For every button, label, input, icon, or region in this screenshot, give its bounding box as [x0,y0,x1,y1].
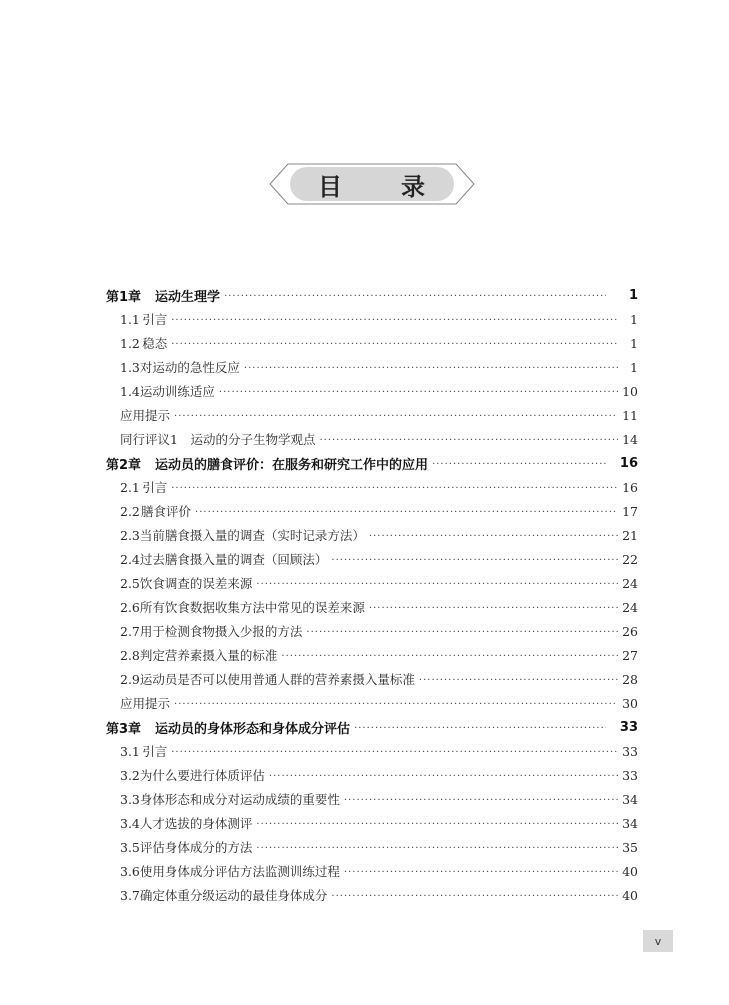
toc-entry-label: 引言 [142,312,168,327]
toc-entry-number: 3.1 [120,743,140,759]
toc-dot-leader [174,411,618,422]
toc-section-row[interactable] [106,763,638,787]
toc-entry-label: 膳食评价 [141,504,192,519]
toc-section-row[interactable] [106,787,638,811]
toc-entry-label: 当前膳食摄入量的调查（实时记录方法） [139,528,365,543]
title-char-1: 目 [318,172,343,201]
table-of-contents [106,283,638,907]
toc-entry-label: 对运动的急性反应 [139,360,240,375]
toc-dot-leader [256,819,618,830]
toc-section-row[interactable] [106,739,638,763]
toc-dot-leader [244,363,618,374]
toc-entry-number: 3.7 [120,887,140,903]
toc-dot-leader [369,531,618,542]
toc-entry-page: 22 [622,551,638,567]
toc-entry-page: 27 [622,647,638,663]
toc-entry-page: 14 [622,431,638,447]
toc-entry-page: 16 [619,455,638,471]
toc-entry-label: 运动员是否可以使用普通人群的营养素摄入量标准 [139,672,415,687]
toc-dot-leader [306,627,618,638]
toc-chapter-row[interactable] [106,451,638,475]
toc-entry-page: 1 [630,311,638,327]
toc-entry-page: 24 [622,575,638,591]
toc-entry-label: 评估身体成分的方法 [139,840,253,855]
toc-dot-leader [224,291,606,302]
toc-entry-number: 2.5 [120,575,140,591]
toc-section-row[interactable] [106,355,638,379]
toc-section-row[interactable] [106,475,638,499]
toc-entry-label: 运动训练适应 [139,384,215,399]
toc-entry-page: 11 [622,407,638,423]
toc-entry-page: 30 [622,695,638,711]
toc-entry-number: 3.5 [120,839,140,855]
toc-dot-leader [369,603,618,614]
toc-entry-page: 33 [622,767,638,783]
toc-dot-leader [256,579,618,590]
toc-dot-leader [281,651,618,662]
toc-section-row[interactable] [106,307,638,331]
page-number [643,930,673,952]
toc-entry-number: 1.2 [120,335,140,351]
toc-entry-page: 1 [630,335,638,351]
toc-chapter-row[interactable] [106,283,638,307]
toc-entry-label: 为什么要进行体质评估 [139,768,265,783]
toc-chapter-row[interactable] [106,715,638,739]
toc-dot-leader [319,435,618,446]
toc-entry-label: 稳态 [142,336,168,351]
toc-entry-row[interactable] [106,403,638,427]
toc-entry-page: 35 [622,839,638,855]
toc-entry-label: 身体形态和成分对运动成绩的重要性 [139,792,340,807]
toc-entry-number: 2.2 [120,503,140,519]
toc-entry-number: 1.3 [120,359,140,375]
toc-entry-number: 第3章 [106,721,142,737]
toc-section-row[interactable] [106,883,638,907]
toc-section-row[interactable] [106,859,638,883]
toc-dot-leader [354,723,606,734]
toc-dot-leader [195,507,618,518]
toc-dot-leader [269,771,618,782]
toc-entry-page: 1 [628,287,638,303]
toc-section-row[interactable] [106,667,638,691]
toc-entry-page: 17 [622,503,638,519]
toc-dot-leader [344,795,618,806]
toc-section-row[interactable] [106,331,638,355]
toc-section-row[interactable] [106,643,638,667]
toc-entry-row[interactable] [106,691,638,715]
toc-entry-number: 3.3 [120,791,140,807]
toc-entry-number: 1.1 [120,311,140,327]
toc-entry-page: 1 [630,359,638,375]
toc-section-row[interactable] [106,835,638,859]
toc-section-row[interactable] [106,811,638,835]
toc-entry-page: 16 [622,479,638,495]
toc-entry-label: 过去膳食摄入量的调查（回顾法） [139,552,328,567]
toc-entry-label: 使用身体成分评估方法监测训练过程 [139,864,340,879]
toc-entry-page: 33 [622,743,638,759]
toc-section-row[interactable] [106,379,638,403]
toc-entry-page: 33 [619,719,638,735]
toc-entry-number: 第2章 [106,457,142,473]
toc-entry-number: 2.9 [120,671,140,687]
toc-dot-leader [256,843,618,854]
toc-entry-number: 2.4 [120,551,140,567]
toc-entry-label: 引言 [142,480,168,495]
toc-entry-page: 10 [622,383,638,399]
toc-entry-number: 第1章 [106,289,142,305]
toc-entry-page: 34 [622,791,638,807]
toc-section-row[interactable] [106,547,638,571]
toc-entry-page: 24 [622,599,638,615]
toc-section-row[interactable] [106,523,638,547]
toc-dot-leader [219,387,618,398]
toc-entry-label: 应用提示 [120,408,171,423]
toc-entry-number: 3.6 [120,863,140,879]
toc-entry-page: 26 [622,623,638,639]
toc-entry-number: 2.6 [120,599,140,615]
toc-title-banner [268,162,476,206]
toc-entry-number: 2.7 [120,623,140,639]
toc-entry-label: 判定营养素摄入量的标准 [139,648,278,663]
toc-entry-page: 34 [622,815,638,831]
toc-dot-leader [432,459,606,470]
toc-section-row[interactable] [106,499,638,523]
toc-entry-label: 饮食调查的误差来源 [139,576,253,591]
toc-entry-page: 40 [622,863,638,879]
toc-entry-label: 引言 [142,744,168,759]
toc-entry-page: 21 [622,527,638,543]
toc-entry-page: 28 [622,671,638,687]
toc-dot-leader [331,891,618,902]
toc-entry-label: 运动生理学 [155,289,221,305]
toc-entry-number: 3.4 [120,815,140,831]
toc-entry-label: 人才选拔的身体测评 [139,816,253,831]
toc-entry-label: 应用提示 [120,696,171,711]
toc-dot-leader [174,699,618,710]
page-title [268,162,476,206]
toc-dot-leader [171,315,618,326]
toc-entry-number: 2.8 [120,647,140,663]
title-char-2: 录 [401,172,426,201]
toc-dot-leader [419,675,618,686]
toc-section-row[interactable] [106,571,638,595]
toc-entry-number: 2.3 [120,527,140,543]
toc-section-row[interactable] [106,619,638,643]
toc-dot-leader [171,483,618,494]
toc-dot-leader [171,339,618,350]
toc-entry-number: 1.4 [120,383,140,399]
toc-entry-label: 运动员的膳食评价：在服务和研究工作中的应用 [155,457,429,473]
toc-entry-label: 确定体重分级运动的最佳身体成分 [139,888,328,903]
page-number-text: v [654,934,662,948]
toc-dot-leader [171,747,618,758]
toc-entry-label: 所有饮食数据收集方法中常见的误差来源 [139,600,365,615]
toc-entry-label: 同行评议1 运动的分子生物学观点 [120,432,316,447]
toc-entry-label: 用于检测食物摄入少报的方法 [139,624,303,639]
toc-entry-page: 40 [622,887,638,903]
toc-dot-leader [331,555,618,566]
toc-entry-row[interactable] [106,427,638,451]
toc-dot-leader [344,867,618,878]
toc-entry-number: 2.1 [120,479,140,495]
toc-section-row[interactable] [106,595,638,619]
toc-entry-label: 运动员的身体形态和身体成分评估 [155,721,351,737]
toc-entry-number: 3.2 [120,767,140,783]
